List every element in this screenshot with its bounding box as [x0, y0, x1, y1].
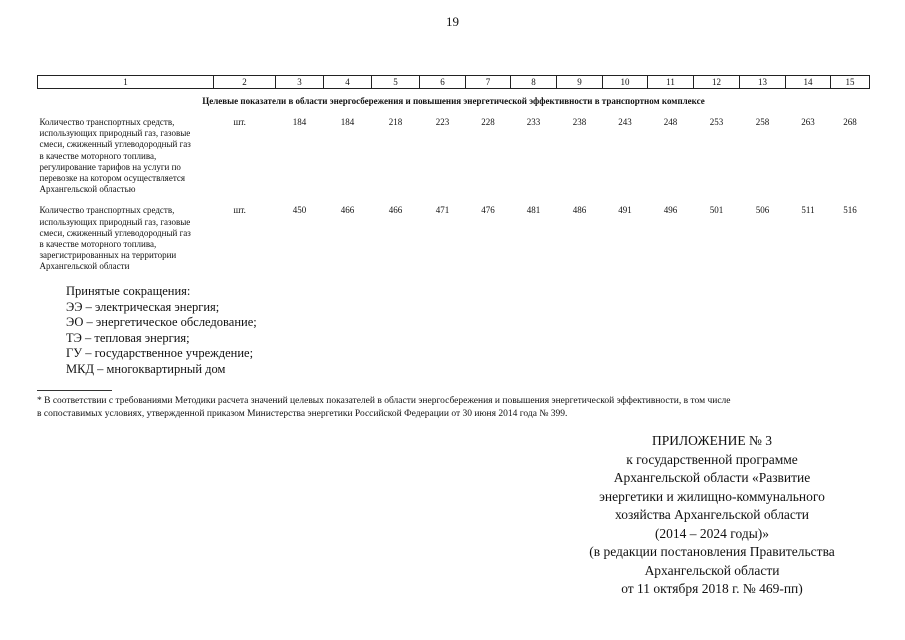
value-cell: 496 — [663, 205, 678, 216]
value-cell: 471 — [435, 205, 450, 216]
label-line: Количество транспортных средств, — [39, 117, 175, 127]
value-cell: 233 — [526, 117, 541, 127]
value-cell: 184 — [292, 117, 307, 127]
table-header-row — [38, 76, 870, 89]
value-cell: 218 — [388, 117, 403, 127]
label-line: зарегистрированных на территории — [39, 250, 177, 261]
value-cell: 243 — [618, 117, 632, 127]
column-number-cell: 3 — [276, 76, 324, 89]
label-line: перевозке на котором осуществляется — [39, 173, 185, 184]
appendix-line: (2014 – 2024 годы)» — [654, 525, 770, 541]
value-cell: 481 — [526, 205, 541, 216]
abbreviation-item: ЭЭ – электрическая энергия; — [66, 299, 220, 314]
appendix-line: Архангельской области «Развитие — [613, 470, 811, 485]
column-number-cell: 7 — [466, 76, 511, 89]
value-cell: 248 — [663, 117, 678, 127]
indicator-label — [38, 113, 214, 201]
abbreviation-item: ТЭ – тепловая энергия; — [66, 330, 190, 345]
column-number-cell: 4 — [324, 76, 372, 89]
value-cell: 491 — [618, 205, 632, 216]
table-row — [38, 113, 870, 201]
column-number-cell: 12 — [694, 76, 740, 89]
label-line: использующих природный газ, газовые — [39, 128, 191, 139]
label-line: Архангельской областью — [39, 184, 136, 195]
value-cell: 486 — [572, 205, 587, 216]
column-number-cell: 6 — [420, 76, 466, 89]
column-number-cell: 1 — [38, 76, 214, 89]
label-line: Архангельской области — [39, 261, 130, 272]
abbreviation-item: ЭО – энергетическое обследование; — [66, 315, 257, 329]
value-cell: 258 — [755, 117, 770, 127]
section-title: Целевые показатели в области энергосбережения и повышения энергетической эффективности в транспортном комплексе — [202, 96, 705, 106]
value-cell: 223 — [435, 117, 450, 127]
value-cell: 466 — [388, 205, 403, 216]
appendix-line: Архангельской области — [644, 562, 780, 578]
column-number-cell: 5 — [372, 76, 420, 89]
target-indicators-table — [37, 75, 870, 279]
indicator-label — [38, 201, 214, 278]
unit-cell: шт. — [233, 205, 246, 216]
value-cell: 268 — [843, 117, 857, 127]
section-title-row — [38, 89, 870, 114]
value-cell: 238 — [572, 117, 587, 127]
value-cell: 501 — [709, 205, 724, 216]
column-number-cell: 10 — [603, 76, 648, 89]
label-line: регулирование тарифов на услуги по — [39, 161, 181, 172]
value-cell: 450 — [292, 205, 307, 216]
value-cell: 466 — [340, 205, 355, 216]
label-line: использующих природный газ, газовые — [39, 216, 191, 227]
page-number: 19 — [446, 14, 459, 29]
label-line: в качестве моторного топлива, — [39, 150, 157, 161]
appendix-line: хозяйства Архангельской области — [614, 507, 810, 522]
label-line: смеси, сжиженный углеводородный газ — [39, 227, 191, 238]
value-cell: 506 — [755, 205, 770, 216]
column-number-cell: 8 — [511, 76, 557, 89]
footnote-line: в сопоставимых условиях, утвержденной приказом Министерства энергетики Российской Федерации от 30 июня 2014 года № 399. — [37, 408, 568, 419]
appendix-line: к государственной программе — [626, 451, 798, 467]
value-cell: 253 — [709, 117, 724, 127]
column-number-cell: 11 — [648, 76, 694, 89]
column-number-cell: 14 — [786, 76, 831, 89]
unit-cell: шт. — [233, 117, 246, 127]
abbreviation-item: ГУ – государственное учреждение; — [66, 346, 254, 360]
value-cell: 184 — [340, 117, 355, 127]
label-line: Количество транспортных средств, — [39, 205, 175, 216]
footnote-line: * В соответствии с требованиями Методики расчета значений целевых показателей в области энергосбережения и повышения энергетической эффективности, в том числе — [37, 396, 731, 406]
table-row — [38, 201, 870, 278]
abbreviation-item: МКД – многоквартирный дом — [66, 361, 226, 376]
column-number-cell: 13 — [740, 76, 786, 89]
column-number-cell: 15 — [831, 76, 870, 89]
value-cell: 516 — [843, 205, 857, 216]
appendix-line: (в редакции постановления Правительства — [589, 544, 835, 559]
appendix-line: энергетики и жилищно-коммунального — [599, 488, 825, 504]
column-number-cell: 9 — [557, 76, 603, 89]
label-line: в качестве моторного топлива, — [39, 239, 157, 250]
label-line: смеси, сжиженный углеводородный газ — [39, 139, 191, 150]
abbreviations-title: Принятые сокращения: — [66, 284, 191, 298]
value-cell: 263 — [801, 117, 815, 127]
value-cell: 228 — [481, 117, 495, 127]
appendix-header — [540, 432, 884, 599]
footnote-separator — [37, 390, 112, 391]
abbreviations-block — [66, 284, 257, 377]
appendix-line: от 11 октября 2018 г. № 469-пп) — [621, 581, 803, 596]
appendix-title: ПРИЛОЖЕНИЕ № 3 — [651, 433, 773, 448]
footnote — [37, 395, 867, 420]
value-cell: 511 — [801, 205, 815, 216]
value-cell: 476 — [481, 205, 495, 216]
column-number-cell: 2 — [214, 76, 276, 89]
